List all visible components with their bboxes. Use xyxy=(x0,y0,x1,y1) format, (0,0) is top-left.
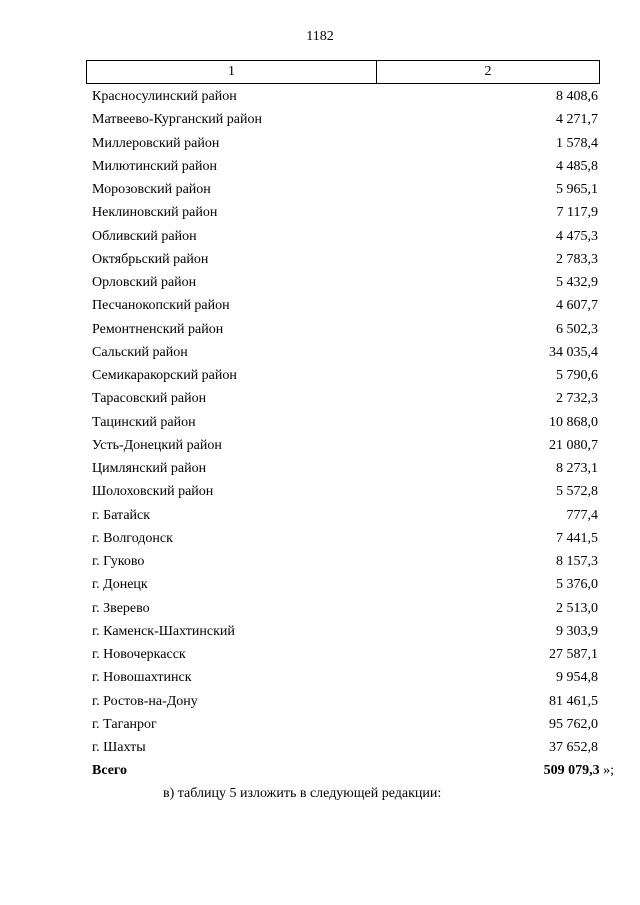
table-row xyxy=(92,457,598,480)
table-row xyxy=(92,713,598,736)
table-header xyxy=(86,60,600,84)
total-value-cell xyxy=(544,759,614,782)
table-row xyxy=(92,643,598,666)
table-row xyxy=(92,597,598,620)
district-value: 7 117,9 xyxy=(556,205,598,221)
district-value: 4 475,3 xyxy=(556,228,598,244)
district-value: 4 485,8 xyxy=(556,158,598,174)
district-value: 10 868,0 xyxy=(549,414,598,430)
district-value: 777,4 xyxy=(566,507,598,523)
district-value: 9 303,9 xyxy=(556,623,598,639)
district-name: Милютинский район xyxy=(92,158,218,174)
district-value: 27 587,1 xyxy=(549,647,598,662)
table-row xyxy=(92,411,598,434)
table-row xyxy=(92,108,598,131)
district-value: 5 965,1 xyxy=(556,182,598,197)
district-value: 5 432,9 xyxy=(556,275,598,290)
column-header-1: 1 xyxy=(87,61,377,83)
district-value: 5 572,8 xyxy=(556,484,598,500)
table-row xyxy=(92,225,598,248)
district-name: Цимлянский район xyxy=(92,461,207,476)
table-row xyxy=(92,155,598,178)
table-row xyxy=(92,364,598,387)
district-name: г. Новочеркасск xyxy=(92,647,186,662)
district-value: 2 513,0 xyxy=(556,600,598,616)
district-value: 2 783,3 xyxy=(556,251,598,267)
district-value: 5 376,0 xyxy=(556,577,598,593)
district-name: г. Донецк xyxy=(92,577,148,593)
district-value: 34 035,4 xyxy=(549,344,598,360)
table-row xyxy=(92,666,598,689)
total-value: 509 079,3 xyxy=(543,763,600,778)
table-row xyxy=(92,132,598,155)
table-row xyxy=(92,201,598,224)
district-name: Сальский район xyxy=(92,344,188,360)
district-name: Обливский район xyxy=(92,228,197,244)
table-row xyxy=(92,318,598,341)
district-value: 81 461,5 xyxy=(549,693,598,709)
district-value: 4 271,7 xyxy=(556,112,598,128)
district-name: г. Батайск xyxy=(92,507,151,523)
district-value: 8 157,3 xyxy=(556,554,598,569)
district-name: Орловский район xyxy=(92,275,197,290)
district-value: 8 408,6 xyxy=(556,89,598,104)
table-row xyxy=(92,248,598,271)
district-name: г. Шахты xyxy=(92,740,146,755)
table-row xyxy=(92,85,598,108)
district-name: г. Волгодонск xyxy=(92,530,173,546)
district-value: 9 954,8 xyxy=(556,670,598,686)
district-name: Морозовский район xyxy=(92,182,211,197)
district-name: г. Зверево xyxy=(92,600,150,616)
district-name: Тацинский район xyxy=(92,414,196,430)
district-value: 6 502,3 xyxy=(556,321,598,337)
district-name: Песчанокопский район xyxy=(92,298,230,314)
district-name: Красносулинский район xyxy=(92,89,237,104)
table-row xyxy=(92,341,598,364)
table-row xyxy=(92,550,598,573)
table-row xyxy=(92,294,598,317)
table-row xyxy=(92,387,598,410)
district-name: г. Гуково xyxy=(92,554,145,569)
table-row xyxy=(92,434,598,457)
district-name: Неклиновский район xyxy=(92,205,218,221)
district-value: 4 607,7 xyxy=(556,298,598,314)
district-name: Усть-Донецкий район xyxy=(92,437,222,453)
total-row xyxy=(92,759,614,782)
district-value: 5 790,6 xyxy=(556,368,598,383)
table-row xyxy=(92,736,598,759)
district-name: Тарасовский район xyxy=(92,391,207,407)
district-value: 2 732,3 xyxy=(556,391,598,407)
district-name: г. Новошахтинск xyxy=(92,670,192,686)
district-name: г. Каменск-Шахтинский xyxy=(92,623,235,639)
district-name: г. Ростов-на-Дону xyxy=(92,693,198,709)
table-row xyxy=(92,573,598,596)
table-row xyxy=(92,527,598,550)
total-suffix: »; xyxy=(599,763,614,778)
district-name: Семикаракорский район xyxy=(92,368,237,383)
district-value: 21 080,7 xyxy=(549,437,598,453)
district-value: 8 273,1 xyxy=(556,461,598,476)
district-name: Миллеровский район xyxy=(92,135,220,151)
column-header-2: 2 xyxy=(484,64,492,79)
table-body xyxy=(92,85,598,759)
district-name: Ремонтненский район xyxy=(92,321,224,337)
district-value: 1 578,4 xyxy=(556,135,598,151)
table-row xyxy=(92,620,598,643)
district-name: г. Таганрог xyxy=(92,716,157,732)
district-value: 7 441,5 xyxy=(556,530,598,546)
table-row xyxy=(92,504,598,527)
total-label: Всего xyxy=(92,763,127,778)
district-value: 95 762,0 xyxy=(549,716,598,732)
district-name: Матвеево-Курганский район xyxy=(92,112,262,128)
table-row xyxy=(92,480,598,503)
district-value: 37 652,8 xyxy=(549,740,598,755)
table-row xyxy=(92,178,598,201)
table-row xyxy=(92,690,598,713)
district-name: Октябрьский район xyxy=(92,251,209,267)
page-number: 1182 xyxy=(306,29,334,44)
table-row xyxy=(92,271,598,294)
district-name: Шолоховский район xyxy=(92,484,214,500)
amendment-note: в) таблицу 5 изложить в следующей редакции: xyxy=(163,786,442,801)
